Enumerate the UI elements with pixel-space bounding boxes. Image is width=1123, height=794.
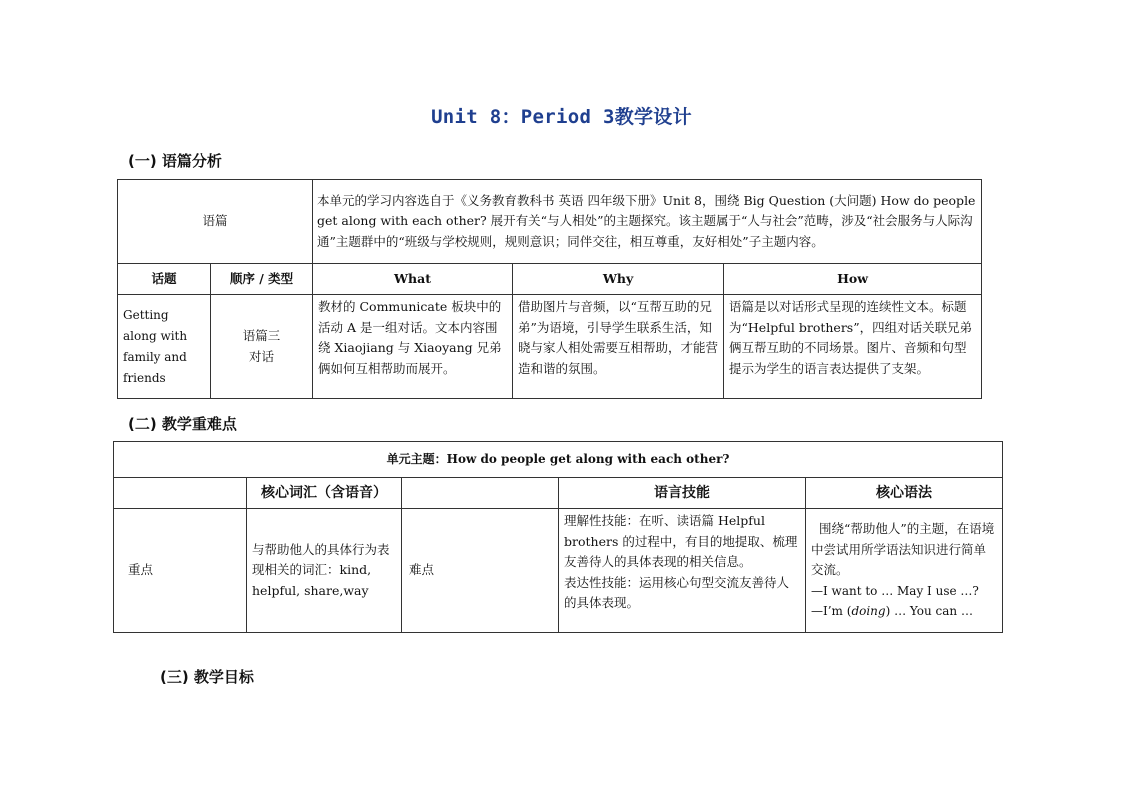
page-title: Unit 8：Period 3教学设计: [431, 106, 692, 128]
grammar-example-2-em: doing: [851, 604, 886, 619]
what-cell: 教材的 Communicate 板块中的活动 A 是一组对话。文本内容围绕 Xiaojiang 与 Xiaoyang 兄弟俩如何互相帮助而展开。: [313, 295, 513, 399]
empty-header-cell: [402, 478, 559, 509]
key-points-table: [113, 441, 1003, 633]
grammar-example-2: [811, 601, 997, 622]
header-grammar: 核心语法: [806, 478, 1003, 509]
header-skills: 语言技能: [559, 478, 806, 509]
table-header-row: [114, 478, 1003, 509]
header-vocab: 核心词汇（含语音）: [247, 478, 402, 509]
table-row: [118, 180, 982, 264]
header-how: How: [724, 264, 982, 295]
header-topic: 话题: [118, 264, 211, 295]
how-cell: 语篇是以对话形式呈现的连续性文本。标题为“Helpful brothers”，四组对话关联兄弟俩互帮互助的不同场景。图片、音频和句型提示为学生的语言表达提供了支架。: [724, 295, 982, 399]
empty-header-cell: [114, 478, 247, 509]
order-type-cell: [211, 295, 313, 399]
difficult-label-cell: 难点: [402, 509, 559, 633]
grammar-cell: [806, 509, 1003, 633]
productive-skills: 表达性技能：运用核心句型交流友善待人的具体表现。: [564, 574, 790, 610]
table-row: [114, 509, 1003, 633]
section-heading-objectives: (三) 教学目标: [160, 668, 254, 686]
key-label-cell: 重点: [114, 509, 247, 633]
order-line: 语篇三: [242, 328, 281, 343]
table-row: [118, 295, 982, 399]
topic-cell: Getting along with family and friends: [118, 295, 211, 399]
table-header-row: [118, 264, 982, 295]
why-cell: 借助图片与音频，以“互帮互助的兄弟”为语境，引导学生联系生活，知晓与家人相处需要互相帮助，才能营造和谐的氛围。: [513, 295, 724, 399]
grammar-example-2-post: ) … You can …: [885, 604, 973, 619]
section-heading-analysis: (一) 语篇分析: [128, 152, 222, 170]
text-label-cell: 语篇: [118, 180, 313, 264]
text-description-cell: 本单元的学习内容选自于《义务教育教科书 英语 四年级下册》Unit 8，围绕 Big Question (大问题) How do people get along with each other? 展开有关“与人相处”的主题探究。该主题属于“人与社会”范畴，涉及“社会服务与人际沟通”主题群中的“班级与学校规则，规则意识；同伴交往，相互尊重，友好相处”子主题内容。: [313, 180, 982, 264]
header-why: Why: [513, 264, 724, 295]
unit-theme-cell: 单元主题：How do people get along with each other?: [114, 442, 1003, 478]
table-row: [114, 442, 1003, 478]
grammar-example-1: —I want to … May I use …?: [811, 583, 979, 598]
grammar-example-2-pre: —I’m (: [811, 604, 852, 619]
text-analysis-table: [117, 179, 982, 399]
type-line: 对话: [249, 348, 275, 364]
grammar-text: 围绕“帮助他人”的主题，在语境中尝试用所学语法知识进行简单交流。: [811, 521, 995, 578]
section-heading-key-points: (二) 教学重难点: [128, 415, 237, 433]
header-order-type: 顺序 / 类型: [211, 264, 313, 295]
skills-cell: [559, 509, 806, 633]
header-what: What: [313, 264, 513, 295]
receptive-skills: 理解性技能：在听、读语篇 Helpful brothers 的过程中，有目的地提取、梳理友善待人的具体表现的相关信息。: [564, 513, 798, 569]
vocab-cell: 与帮助他人的具体行为表现相关的词汇：kind, helpful, share,way: [247, 509, 402, 633]
